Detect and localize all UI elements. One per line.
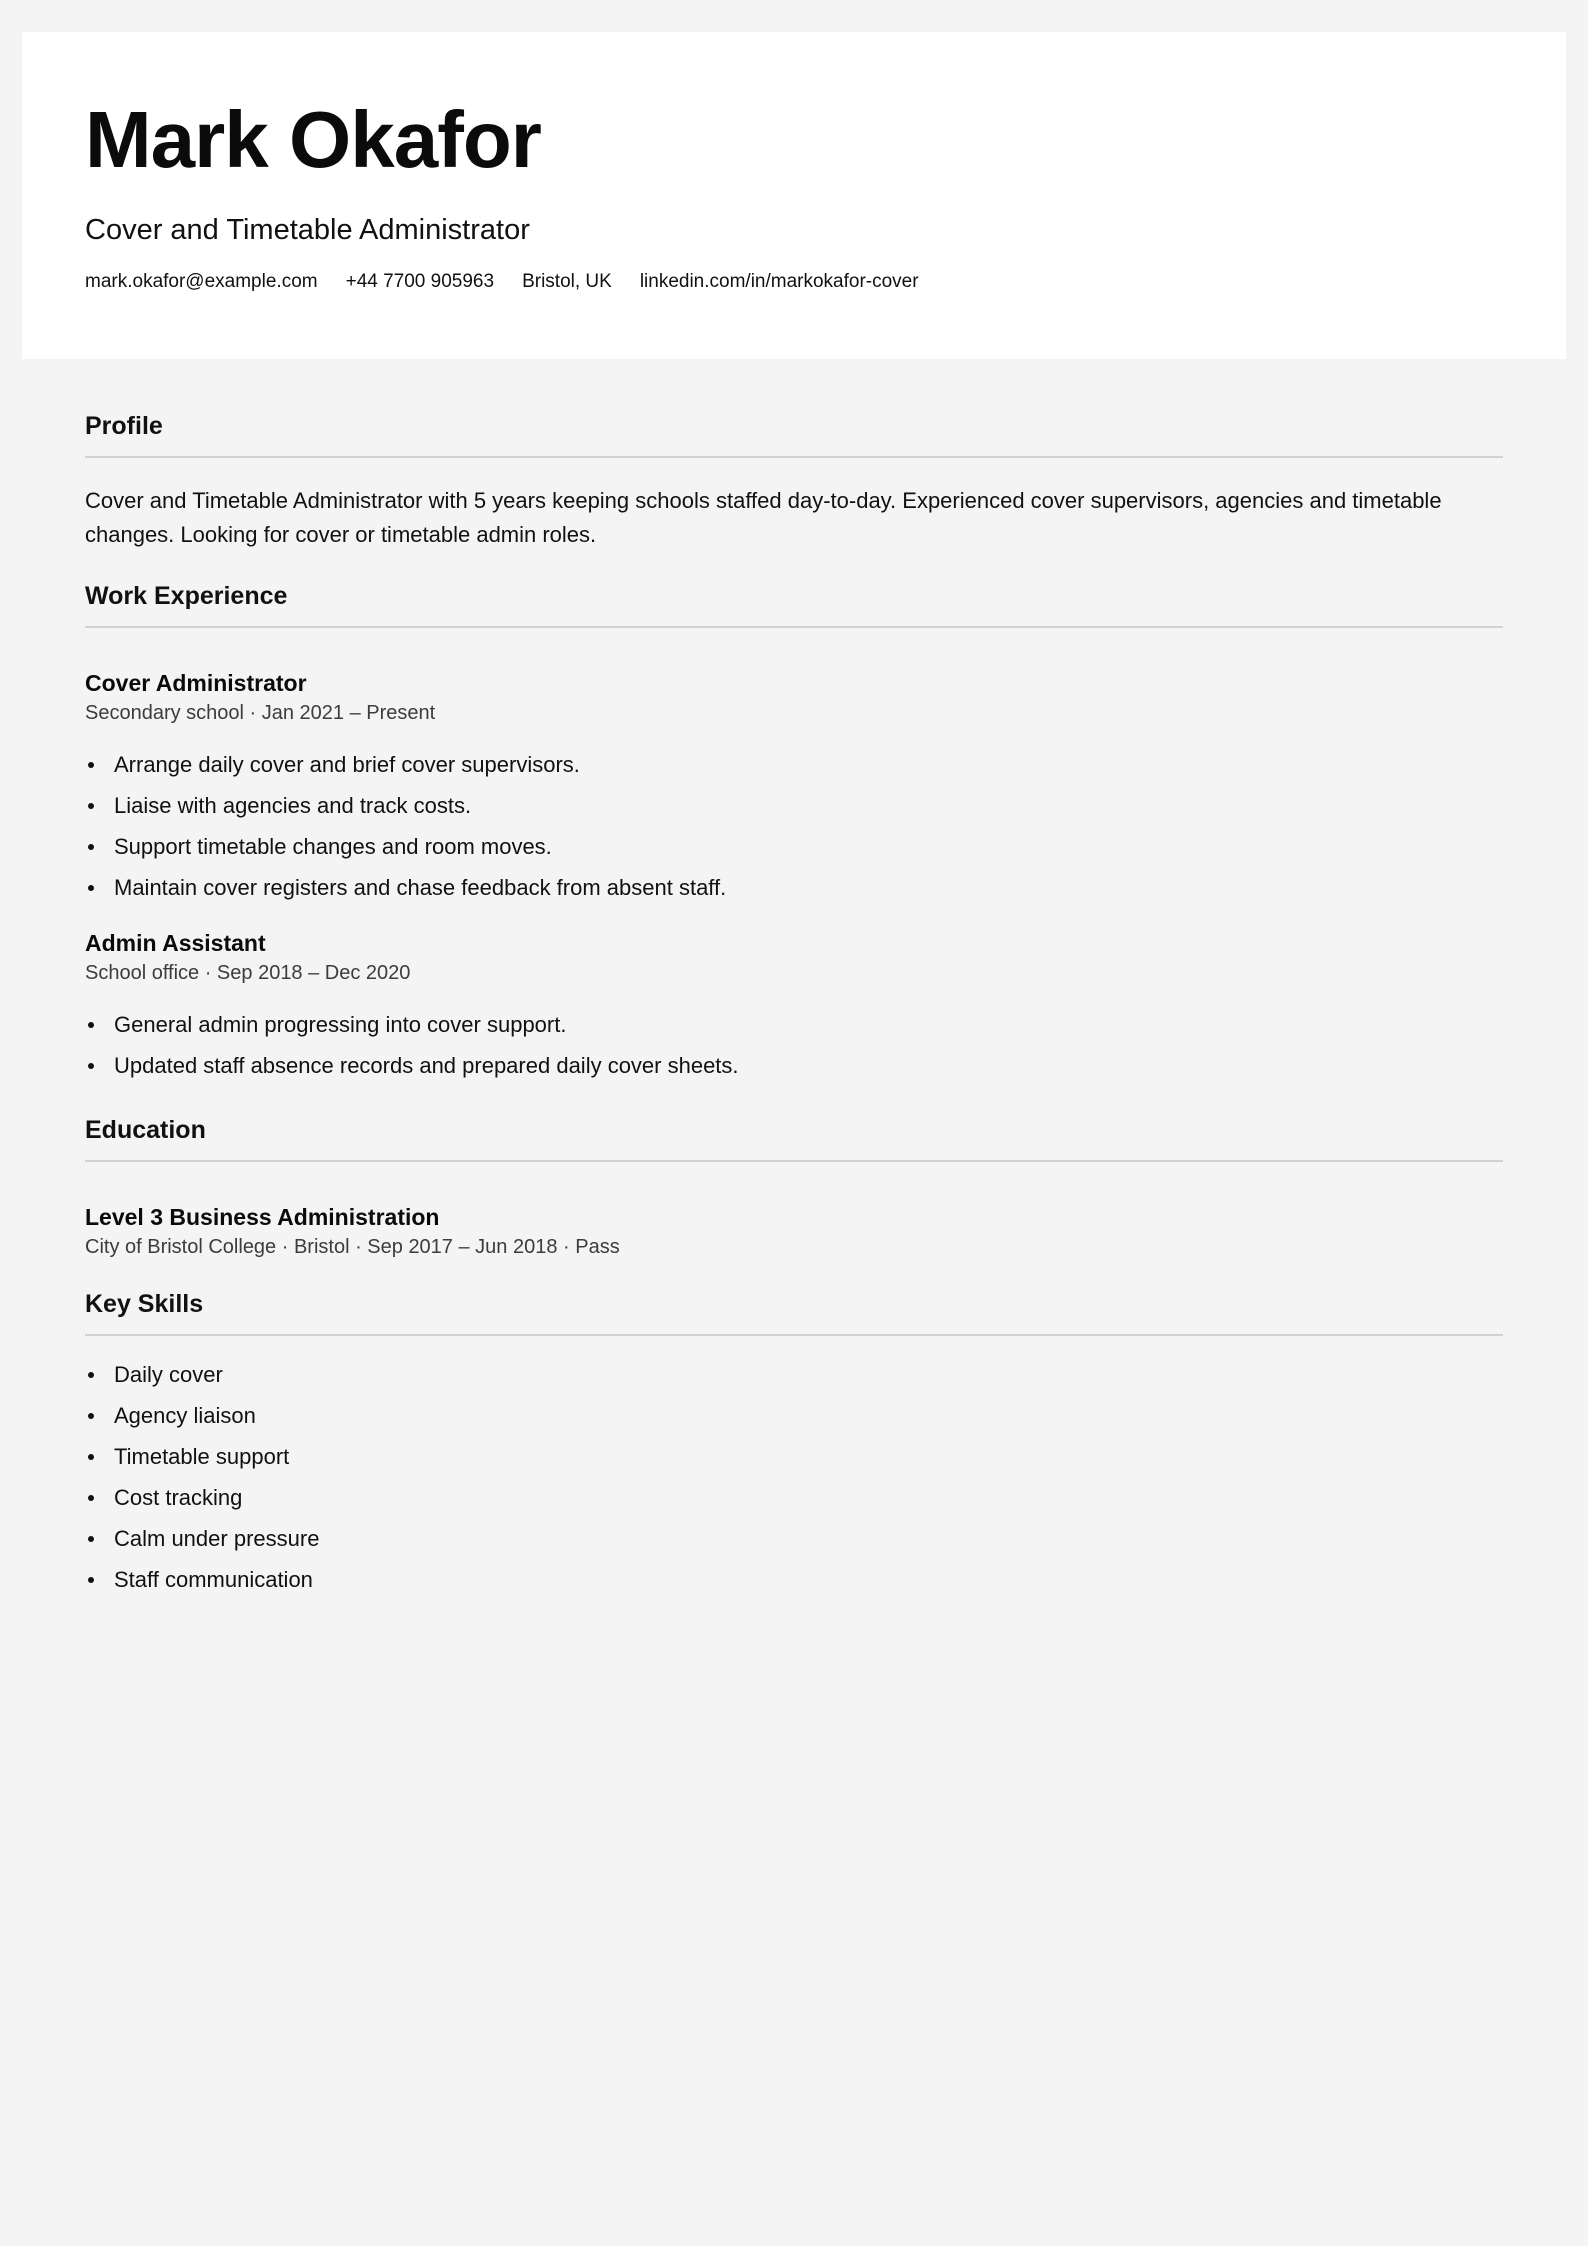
section-title-education: Education [85, 1116, 206, 1144]
section-divider [85, 1160, 1503, 1162]
skill-item: Calm under pressure [85, 1518, 1503, 1559]
job-meta: Secondary school · Jan 2021 – Present [85, 702, 436, 724]
job-entry [85, 928, 1503, 1086]
contact-linkedin-link[interactable]: linkedin.com/in/markokafor-cover [639, 271, 919, 292]
section-title-skills: Key Skills [85, 1290, 204, 1318]
skills-list [85, 1354, 1503, 1600]
job-meta: School office · Sep 2018 – Dec 2020 [85, 962, 411, 984]
job-bullet-list [85, 744, 1503, 908]
section-divider [85, 456, 1503, 458]
education-qualification: Level 3 Business Administration [85, 1204, 440, 1230]
job-bullet-list [85, 1004, 1503, 1086]
skill-item: Timetable support [85, 1436, 1503, 1477]
section-title-profile: Profile [85, 412, 163, 440]
job-bullet: Maintain cover registers and chase feedback from absent staff. [85, 867, 1503, 908]
skill-item: Staff communication [85, 1559, 1503, 1600]
resume-body [85, 410, 1503, 1600]
skills-section [85, 1288, 1503, 1600]
section-divider [85, 626, 1503, 628]
job-title: Cover Administrator [85, 670, 307, 696]
contact-phone: +44 7700 905963 [345, 271, 495, 292]
contact-email-link[interactable]: mark.okafor@example.com [85, 271, 318, 292]
profile-section [85, 410, 1503, 552]
candidate-headline: Cover and Timetable Administrator [85, 214, 530, 246]
section-title-experience: Work Experience [85, 582, 288, 610]
resume-header [22, 32, 1566, 359]
job-bullet: Updated staff absence records and prepared daily cover sheets. [85, 1045, 1503, 1086]
skill-item: Cost tracking [85, 1477, 1503, 1518]
contact-location: Bristol, UK [522, 271, 612, 292]
section-divider [85, 1334, 1503, 1336]
experience-section [85, 580, 1503, 1086]
profile-text: Cover and Timetable Administrator with 5 years keeping schools staffed day-to-day. Experienced cover supervisors, agencies and timetable changes. Looking for cover or timetable admin roles. [85, 488, 1442, 547]
education-section [85, 1114, 1503, 1260]
job-bullet: Arrange daily cover and brief cover supervisors. [85, 744, 1503, 785]
job-bullet: General admin progressing into cover support. [85, 1004, 1503, 1045]
job-bullet: Support timetable changes and room moves. [85, 826, 1503, 867]
education-entry [85, 1202, 1503, 1260]
skill-item: Agency liaison [85, 1395, 1503, 1436]
candidate-name: Mark Okafor [85, 95, 541, 184]
job-bullet: Liaise with agencies and track costs. [85, 785, 1503, 826]
contact-line [85, 270, 1566, 294]
skill-item: Daily cover [85, 1354, 1503, 1395]
education-meta: City of Bristol College · Bristol · Sep 2017 – Jun 2018 · Pass [85, 1236, 620, 1258]
job-entry [85, 668, 1503, 908]
job-title: Admin Assistant [85, 930, 266, 956]
